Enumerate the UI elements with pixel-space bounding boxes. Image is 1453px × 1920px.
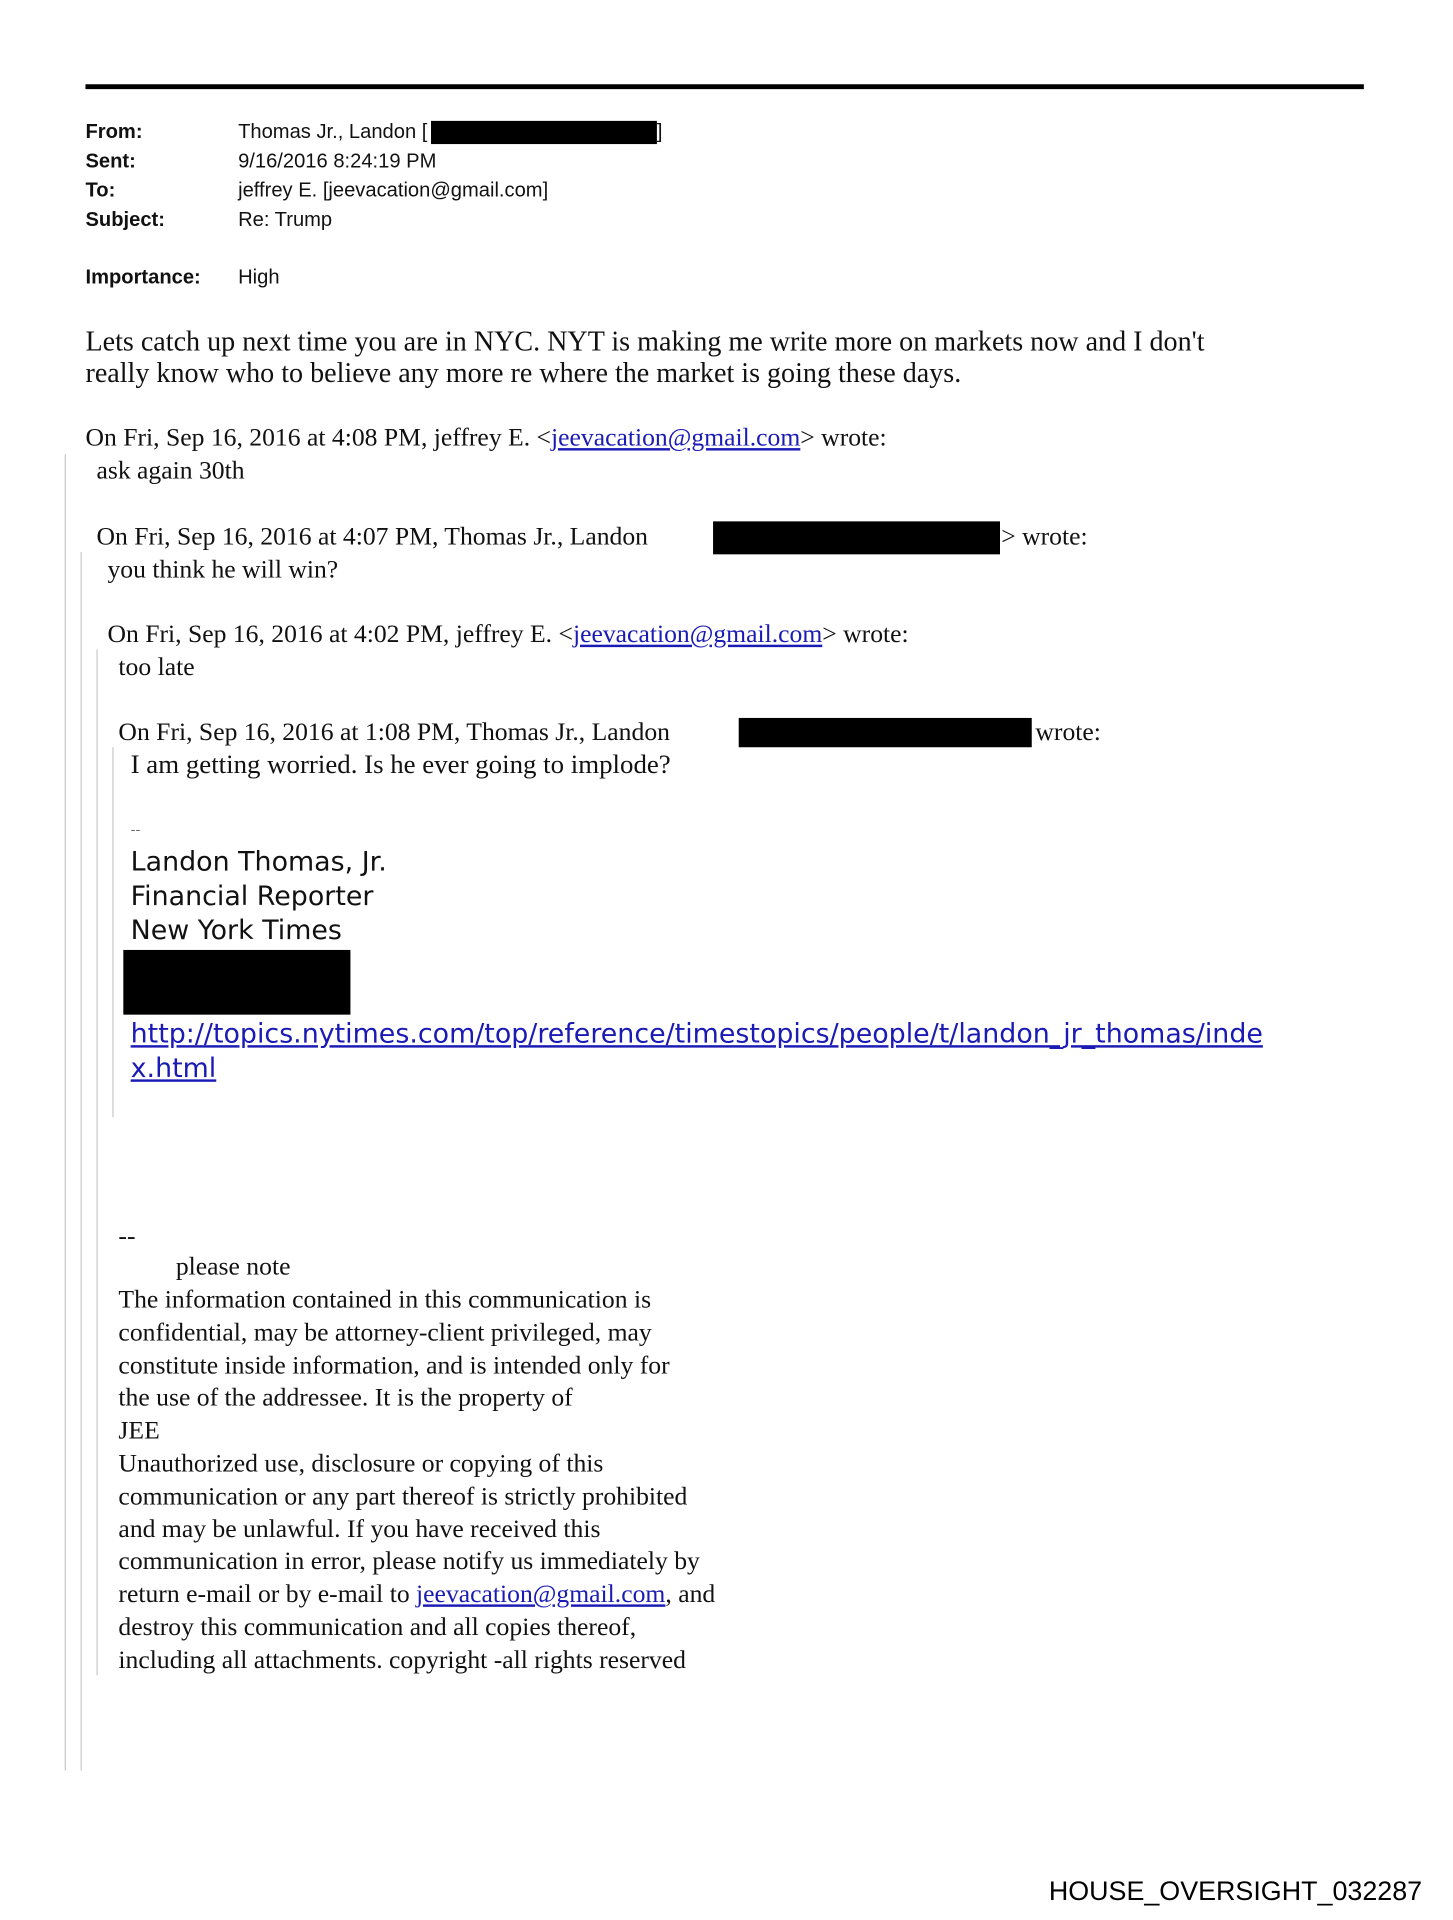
email-link[interactable]: jeevacation@gmail.com: [416, 1578, 666, 1609]
disclaimer-line: confidential, may be attorney-client privileged, may: [118, 1317, 652, 1347]
quote-text: ask again 30th: [96, 455, 245, 485]
subject-value: Re: Trump: [238, 208, 333, 231]
quote-attribution: On Fri, Sep 16, 2016 at 4:02 PM, jeffrey E. <jeevacation@gmail.com> wrote:: [107, 619, 909, 649]
quote-attribution-end: > wrote:: [1001, 521, 1088, 551]
profile-link[interactable]: http://topics.nytimes.com/top/reference/timestopics/people/t/landon_jr_thomas/inde: [130, 1019, 1263, 1051]
signature-name: Landon Thomas, Jr.: [130, 847, 387, 878]
disclaimer-line: communication or any part thereof is strictly prohibited: [118, 1481, 688, 1511]
quote-attribution: On Fri, Sep 16, 2016 at 4:07 PM, Thomas Jr., Landon: [96, 521, 648, 551]
disclaimer-line: the use of the addressee. It is the property of: [118, 1382, 573, 1412]
email-link[interactable]: jeevacation@gmail.com: [550, 422, 801, 452]
from-value: Thomas Jr., Landon [: [238, 120, 428, 143]
disclaimer-line: The information contained in this communication is: [118, 1284, 652, 1314]
quote-text: too late: [118, 652, 195, 682]
disclaimer-please-note: please note: [175, 1251, 291, 1281]
disclaimer-line: communication in error, please notify us immediately by: [118, 1545, 700, 1576]
to-value: jeffrey E. [jeevacation@gmail.com]: [238, 179, 549, 202]
disclaimer-line: Unauthorized use, disclosure or copying of this: [118, 1448, 604, 1478]
disclaimer-line: and may be unlawful. If you have received this: [118, 1514, 601, 1544]
disclaimer-line: JEE: [118, 1415, 160, 1445]
to-label: To:: [85, 179, 116, 202]
quote-attribution-end: wrote:: [1035, 716, 1101, 747]
quote-text: I am getting worried. Is he ever going to implode?: [130, 748, 671, 779]
signature-org: New York Times: [130, 915, 342, 947]
signature-dashes: --: [130, 821, 141, 838]
subject-label: Subject:: [85, 208, 165, 231]
disclaimer-line: destroy this communication and all copies thereof,: [118, 1611, 637, 1642]
quote-bar: [65, 454, 66, 1770]
sent-value: 9/16/2016 8:24:19 PM: [238, 150, 437, 173]
redaction-block: [123, 950, 350, 1015]
quote-text: you think he will win?: [107, 554, 339, 584]
email-link[interactable]: jeevacation@gmail.com: [572, 619, 823, 649]
quote-attribution: On Fri, Sep 16, 2016 at 1:08 PM, Thomas Jr., Landon: [118, 716, 670, 747]
body-line: Lets catch up next time you are in NYC. NYT is making me write more on markets now and I don't: [85, 326, 1205, 357]
from-label: From:: [85, 120, 143, 143]
disclaimer-dashes: --: [118, 1221, 136, 1251]
disclaimer-line: return e-mail or by e-mail to jeevacation@gmail.com, and: [118, 1578, 716, 1609]
from-close-bracket: ]: [656, 120, 663, 143]
quote-bar: [96, 650, 97, 1676]
redaction-block: [431, 121, 657, 144]
signature-title: Financial Reporter: [130, 881, 374, 913]
bates-number: HOUSE_OVERSIGHT_032287: [1048, 1875, 1423, 1906]
importance-value: High: [238, 266, 280, 289]
quote-attribution: On Fri, Sep 16, 2016 at 4:08 PM, jeffrey E. <jeevacation@gmail.com> wrote:: [85, 422, 887, 452]
profile-link-continued[interactable]: x.html: [130, 1053, 217, 1085]
disclaimer-line: including all attachments. copyright -all rights reserved: [118, 1644, 686, 1674]
sent-label: Sent:: [85, 150, 136, 173]
importance-label: Importance:: [85, 266, 201, 289]
disclaimer-line: constitute inside information, and is intended only for: [118, 1350, 670, 1380]
top-rule: [85, 84, 1363, 89]
body-line: really know who to believe any more re where the market is going these days.: [85, 357, 962, 389]
redaction-block: [739, 718, 1032, 747]
quote-bar: [112, 747, 113, 1117]
quote-bar: [81, 552, 82, 1771]
redaction-block: [713, 521, 1000, 554]
